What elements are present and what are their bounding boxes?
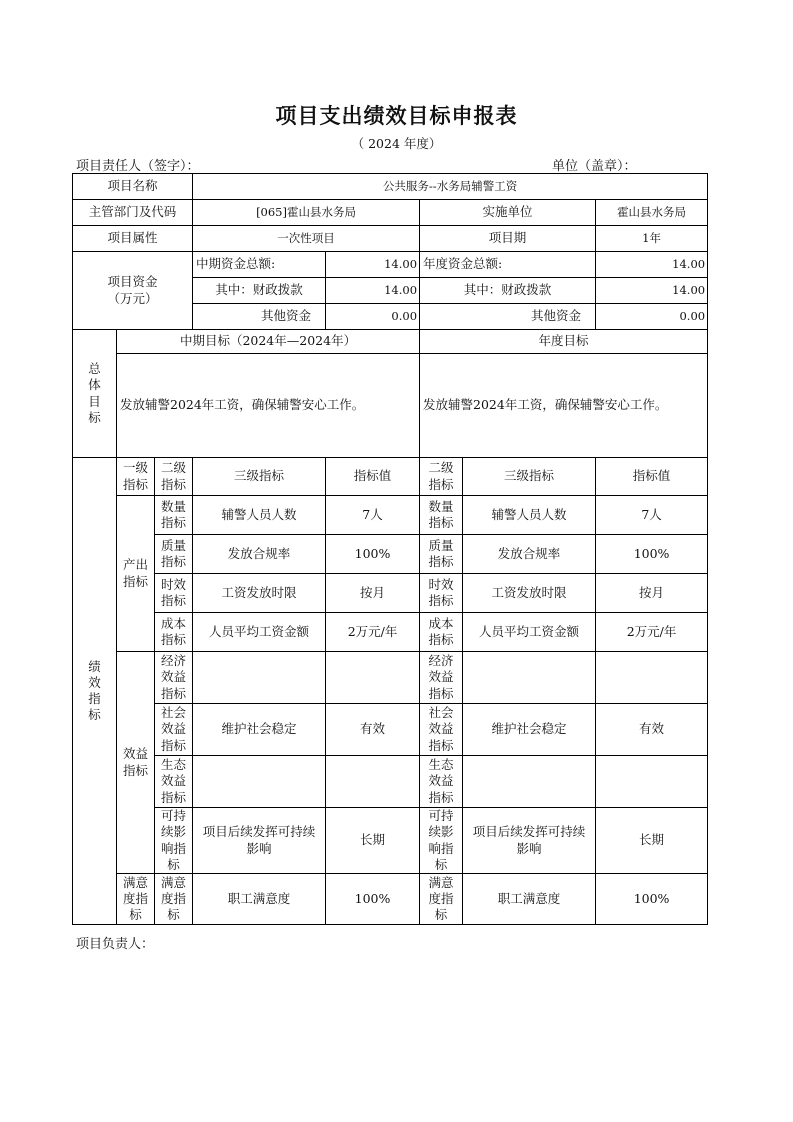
value-header: 指标值 — [326, 458, 420, 496]
quantity-l3-annual: 辅警人员人数 — [463, 496, 596, 535]
economic-value-annual — [596, 652, 708, 704]
annual-total-value: 14.00 — [596, 252, 708, 278]
quality-l3: 发放合规率 — [193, 535, 326, 574]
fiscal-year: （ 2024 年度） — [351, 136, 442, 151]
ecological-l3 — [193, 756, 326, 808]
sustainable-l2: 可持 续影 响指 标 — [155, 808, 193, 874]
quantity-l3: 辅警人员人数 — [193, 496, 326, 535]
annual-target-header: 年度目标 — [420, 330, 708, 354]
project-name-value: 公共服务--水务局辅警工资 — [193, 174, 708, 200]
economic-l2-annual: 经济 效益 指标 — [420, 652, 463, 704]
sustainable-l2-annual: 可持 续影 响指 标 — [420, 808, 463, 874]
annual-other-value: 0.00 — [596, 304, 708, 330]
quantity-value: 7人 — [326, 496, 420, 535]
mid-total-value: 14.00 — [326, 252, 420, 278]
timeliness-value: 按月 — [326, 574, 420, 613]
attr-label: 项目属性 — [73, 226, 193, 252]
level1-header: 一级 指标 — [117, 458, 155, 496]
timeliness-l2-annual: 时效 指标 — [420, 574, 463, 613]
row-social — [73, 704, 708, 756]
timeliness-value-annual: 按月 — [596, 574, 708, 613]
social-l2-annual: 社会 效益 指标 — [420, 704, 463, 756]
sustainable-value: 长期 — [326, 808, 420, 874]
mid-target-text: 发放辅警2024年工资，确保辅警安心工作。 — [117, 354, 420, 458]
ecological-l3-annual — [463, 756, 596, 808]
mid-other-label: 其他资金 — [193, 304, 326, 330]
row-quality — [73, 535, 708, 574]
perf-indicator-label: 绩 效 指 标 — [73, 458, 117, 925]
social-value: 有效 — [326, 704, 420, 756]
annual-fiscal-value: 14.00 — [596, 278, 708, 304]
cost-l2-annual: 成本 指标 — [420, 613, 463, 652]
satisfaction-l3: 职工满意度 — [193, 874, 326, 925]
quantity-value-annual: 7人 — [596, 496, 708, 535]
page-title: 项目支出绩效目标申报表 — [275, 104, 518, 128]
sustainable-value-annual: 长期 — [596, 808, 708, 874]
economic-l3 — [193, 652, 326, 704]
quality-value: 100% — [326, 535, 420, 574]
mid-other-value: 0.00 — [326, 304, 420, 330]
row-project-name — [73, 174, 708, 200]
funds-label: 项目资金 （万元） — [73, 252, 193, 330]
benefit-indicator-label: 效益 指标 — [117, 652, 155, 874]
quantity-l2-annual: 数量 指标 — [420, 496, 463, 535]
row-cost — [73, 613, 708, 652]
row-quantity — [73, 496, 708, 535]
social-l3: 维护社会稳定 — [193, 704, 326, 756]
output-indicator-label: 产出 指标 — [117, 496, 155, 652]
quality-l3-annual: 发放合规率 — [463, 535, 596, 574]
row-department — [73, 200, 708, 226]
row-timeliness — [73, 574, 708, 613]
annual-total-label: 年度资金总额: — [420, 252, 596, 278]
row-attribute — [73, 226, 708, 252]
row-sustainable — [73, 808, 708, 874]
quality-l2-annual: 质量 指标 — [420, 535, 463, 574]
row-funds-total — [73, 252, 708, 278]
annual-fiscal-label: 其中：财政拨款 — [420, 278, 596, 304]
row-satisfaction — [73, 874, 708, 925]
cost-l3: 人员平均工资金额 — [193, 613, 326, 652]
value-header-annual: 指标值 — [596, 458, 708, 496]
cost-value-annual: 2万元/年 — [596, 613, 708, 652]
sustainable-l3: 项目后续发挥可持续 影响 — [193, 808, 326, 874]
social-value-annual: 有效 — [596, 704, 708, 756]
responsible-signature-label: 项目责任人（签字）： — [76, 159, 200, 174]
attr-value: 一次性项目 — [193, 226, 420, 252]
cost-value: 2万元/年 — [326, 613, 420, 652]
satisfaction-l3-annual: 职工满意度 — [463, 874, 596, 925]
impl-unit-value: 霍山县水务局 — [596, 200, 708, 226]
level3-header: 三级指标 — [193, 458, 326, 496]
ecological-l2: 生态 效益 指标 — [155, 756, 193, 808]
satisfaction-l2: 满意 度指 标 — [155, 874, 193, 925]
annual-other-label: 其他资金 — [420, 304, 596, 330]
cost-l3-annual: 人员平均工资金额 — [463, 613, 596, 652]
row-overall-header — [73, 330, 708, 354]
row-economic — [73, 652, 708, 704]
quality-l2: 质量 指标 — [155, 535, 193, 574]
quality-value-annual: 100% — [596, 535, 708, 574]
performance-target-form — [72, 173, 708, 925]
annual-target-text: 发放辅警2024年工资，确保辅警安心工作。 — [420, 354, 708, 458]
quantity-l2: 数量 指标 — [155, 496, 193, 535]
level2-header: 二级 指标 — [155, 458, 193, 496]
economic-value — [326, 652, 420, 704]
row-perf-header — [73, 458, 708, 496]
satisfaction-value: 100% — [326, 874, 420, 925]
mid-fiscal-value: 14.00 — [326, 278, 420, 304]
overall-target-label: 总 体 目 标 — [73, 330, 117, 458]
cost-l2: 成本 指标 — [155, 613, 193, 652]
row-overall-content — [73, 354, 708, 458]
timeliness-l2: 时效 指标 — [155, 574, 193, 613]
mid-target-header: 中期目标（2024年—2024年） — [117, 330, 420, 354]
mid-total-label: 中期资金总额: — [193, 252, 326, 278]
project-name-label: 项目名称 — [73, 174, 193, 200]
ecological-value — [326, 756, 420, 808]
period-value: 1年 — [596, 226, 708, 252]
satisfaction-l2-annual: 满意 度指 标 — [420, 874, 463, 925]
dept-label: 主管部门及代码 — [73, 200, 193, 226]
social-l3-annual: 维护社会稳定 — [463, 704, 596, 756]
project-leader-label: 项目负责人： — [76, 937, 155, 952]
timeliness-l3-annual: 工资发放时限 — [463, 574, 596, 613]
satisfaction-indicator-label: 满意 度指 标 — [117, 874, 155, 925]
ecological-value-annual — [596, 756, 708, 808]
sustainable-l3-annual: 项目后续发挥可持续 影响 — [463, 808, 596, 874]
period-label: 项目期 — [420, 226, 596, 252]
economic-l2: 经济 效益 指标 — [155, 652, 193, 704]
row-ecological — [73, 756, 708, 808]
economic-l3-annual — [463, 652, 596, 704]
impl-unit-label: 实施单位 — [420, 200, 596, 226]
level2-header-annual: 二级 指标 — [420, 458, 463, 496]
ecological-l2-annual: 生态 效益 指标 — [420, 756, 463, 808]
satisfaction-value-annual: 100% — [596, 874, 708, 925]
level3-header-annual: 三级指标 — [463, 458, 596, 496]
unit-stamp-label: 单位（盖章）： — [552, 159, 637, 174]
social-l2: 社会 效益 指标 — [155, 704, 193, 756]
dept-value: [065]霍山县水务局 — [193, 200, 420, 226]
timeliness-l3: 工资发放时限 — [193, 574, 326, 613]
mid-fiscal-label: 其中：财政拨款 — [193, 278, 326, 304]
